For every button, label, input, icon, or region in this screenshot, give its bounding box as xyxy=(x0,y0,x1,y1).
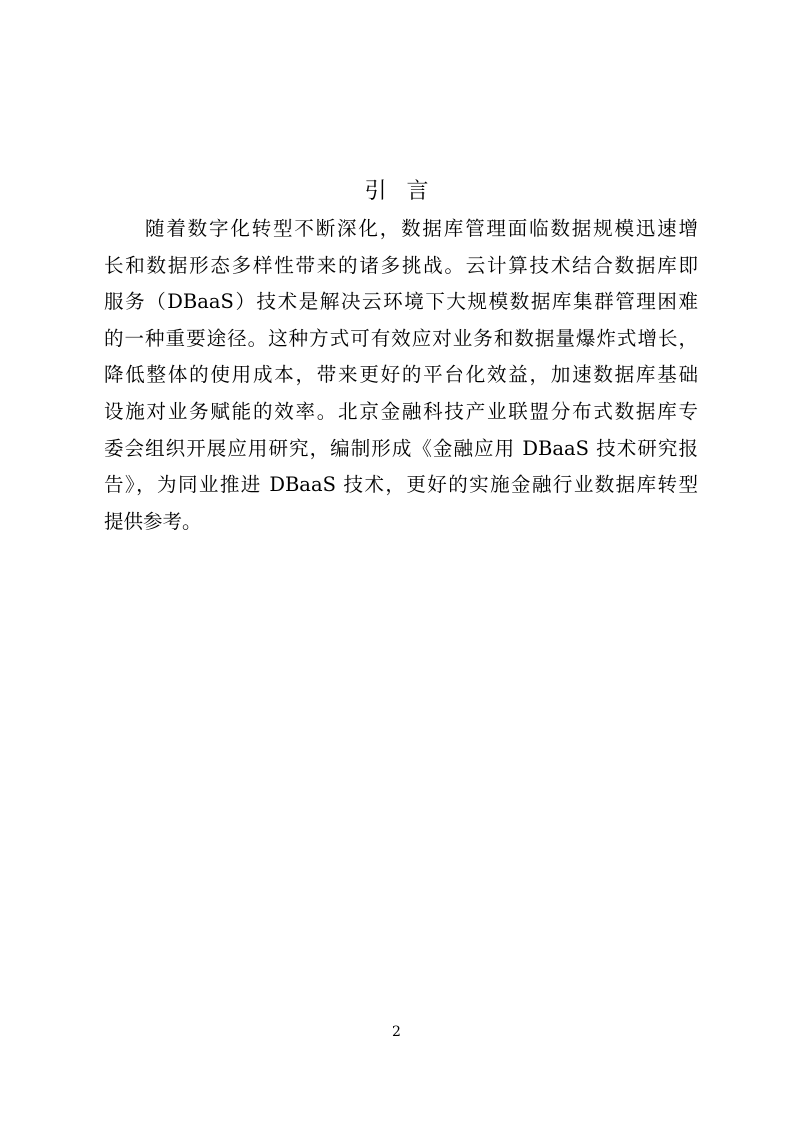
paragraph-line: 随着数字化转型不断深化，数据库管理面临数据规模迅速增 xyxy=(145,217,698,240)
paragraph-line: 降低整体的使用成本，带来更好的平台化效益，加速数据库基础 xyxy=(104,363,698,387)
paragraph-line: 提供参考。 xyxy=(104,509,202,533)
paragraph-line: 长和数据形态多样性带来的诸多挑战。云计算技术结合数据库即 xyxy=(104,253,698,277)
paragraph-line: 设施对业务赋能的效率。北京金融科技产业联盟分布式数据库专 xyxy=(104,399,698,423)
paragraph-line: 告》，为同业推进 DBaaS 技术，更好的实施金融行业数据库转型 xyxy=(104,473,698,497)
section-title: 引言 xyxy=(364,179,449,204)
paragraph-line: 服务（DBaaS）技术是解决云环境下大规模数据库集群管理困难 xyxy=(104,290,698,314)
paragraph-line: 委会组织开展应用研究，编制形成《金融应用 DBaaS 技术研究报 xyxy=(104,436,698,460)
page-number: 2 xyxy=(392,1024,401,1040)
introduction-paragraph xyxy=(104,211,698,540)
paragraph-line: 的一种重要途径。这种方式可有效应对业务和数据量爆炸式增长， xyxy=(104,326,698,350)
